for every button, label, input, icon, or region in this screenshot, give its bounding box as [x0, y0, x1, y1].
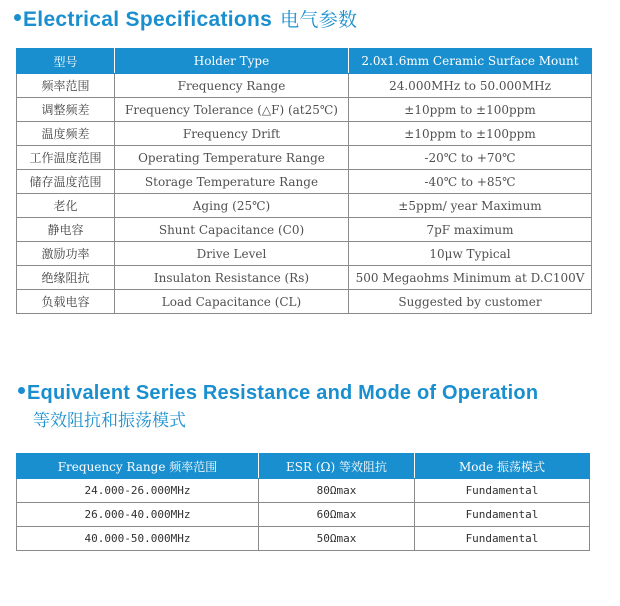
param-en: Frequency Range — [115, 74, 349, 98]
table-row — [17, 242, 592, 266]
param-cn: 工作温度范围 — [17, 146, 115, 170]
param-cn: 储存温度范围 — [17, 170, 115, 194]
param-cn: 绝缘阻抗 — [17, 266, 115, 290]
param-value: 7pF maximum — [349, 218, 592, 242]
heading-title-en: Equivalent Series Resistance and Mode of Operation — [27, 382, 539, 404]
param-en: Shunt Capacitance (C0) — [115, 218, 349, 242]
frequency-range: 24.000-26.000MHz — [17, 479, 259, 503]
param-cn: 频率范围 — [17, 74, 115, 98]
param-value: -40℃ to +85℃ — [349, 170, 592, 194]
table-header-row — [17, 49, 592, 74]
param-en: Frequency Drift — [115, 122, 349, 146]
mode-value: Fundamental — [415, 479, 590, 503]
esr-heading-cn: 等效阻抗和振荡模式 — [33, 411, 186, 431]
param-value: ±5ppm/ year Maximum — [349, 194, 592, 218]
table-row — [17, 290, 592, 314]
header-en: Holder Type — [115, 49, 349, 74]
param-value: 10μw Typical — [349, 242, 592, 266]
param-value: 24.000MHz to 50.000MHz — [349, 74, 592, 98]
table-row — [17, 503, 590, 527]
param-cn: 调整频差 — [17, 98, 115, 122]
heading-title-cn: 电气参数 — [280, 9, 358, 31]
bullet-icon — [14, 14, 21, 21]
esr-value: 80Ωmax — [259, 479, 415, 503]
header-mode: Mode 振荡模式 — [415, 454, 590, 479]
electrical-specifications-heading — [14, 5, 357, 32]
param-en: Load Capacitance (CL) — [115, 290, 349, 314]
param-value: ±10ppm to ±100ppm — [349, 98, 592, 122]
table-row — [17, 218, 592, 242]
table-row — [17, 98, 592, 122]
table-row — [17, 527, 590, 551]
param-value: Suggested by customer — [349, 290, 592, 314]
param-cn: 激励功率 — [17, 242, 115, 266]
param-cn: 负载电容 — [17, 290, 115, 314]
mode-value: Fundamental — [415, 503, 590, 527]
table-row — [17, 170, 592, 194]
param-value: ±10ppm to ±100ppm — [349, 122, 592, 146]
esr-heading — [18, 382, 538, 405]
param-cn: 老化 — [17, 194, 115, 218]
electrical-specifications-table — [16, 48, 592, 314]
header-esr: ESR (Ω) 等效阻抗 — [259, 454, 415, 479]
param-value: 500 Megaohms Minimum at D.C100V — [349, 266, 592, 290]
param-en: Drive Level — [115, 242, 349, 266]
frequency-range: 40.000-50.000MHz — [17, 527, 259, 551]
table-row — [17, 194, 592, 218]
param-en: Insulaton Resistance (Rs) — [115, 266, 349, 290]
esr-value: 60Ωmax — [259, 503, 415, 527]
param-en: Operating Temperature Range — [115, 146, 349, 170]
param-en: Frequency Tolerance (△F) (at25℃) — [115, 98, 349, 122]
table-row — [17, 266, 592, 290]
frequency-range: 26.000-40.000MHz — [17, 503, 259, 527]
param-value: -20℃ to +70℃ — [349, 146, 592, 170]
table-row — [17, 74, 592, 98]
header-value: 2.0x1.6mm Ceramic Surface Mount — [349, 49, 592, 74]
param-en: Aging (25℃) — [115, 194, 349, 218]
table-header-row — [17, 454, 590, 479]
header-cn: 型号 — [17, 49, 115, 74]
esr-table — [16, 453, 590, 551]
heading-title-en: Electrical Specifications — [23, 8, 273, 31]
table-row — [17, 146, 592, 170]
param-en: Storage Temperature Range — [115, 170, 349, 194]
table-row — [17, 479, 590, 503]
mode-value: Fundamental — [415, 527, 590, 551]
param-cn: 温度频差 — [17, 122, 115, 146]
esr-value: 50Ωmax — [259, 527, 415, 551]
table-row — [17, 122, 592, 146]
param-cn: 静电容 — [17, 218, 115, 242]
header-frequency-range: Frequency Range 频率范围 — [17, 454, 259, 479]
bullet-icon — [18, 387, 25, 394]
